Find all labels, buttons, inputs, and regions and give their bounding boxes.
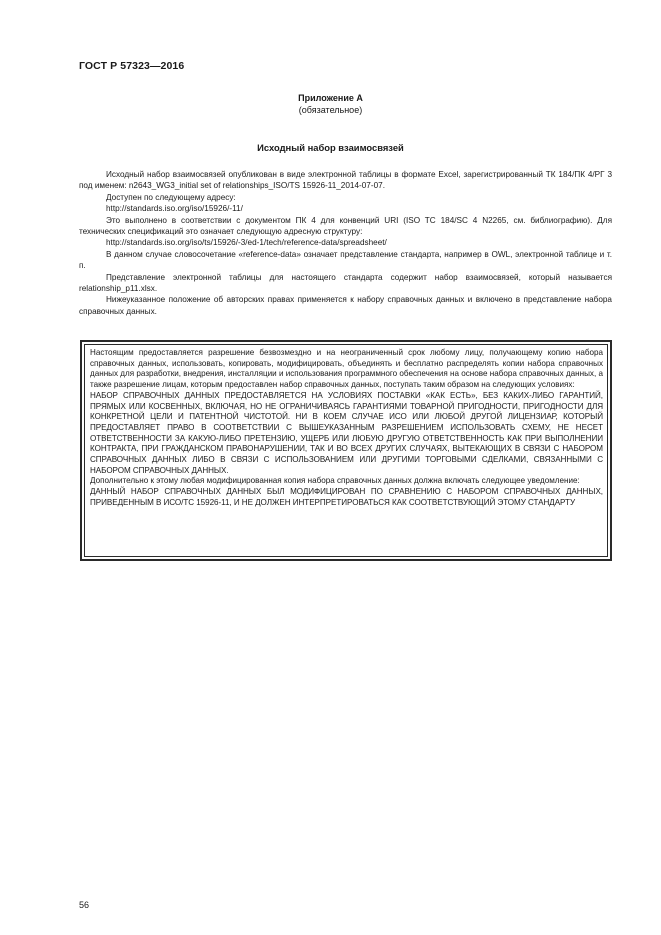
appendix-subtitle: (обязательное): [298, 105, 363, 115]
document-header: ГОСТ Р 57323—2016: [79, 60, 185, 72]
paragraph-uri-conventions: Это выполнено в соответствии с документом ПК 4 для конвенций URI (ISO TC 184/SC 4 N2265, см. библиографию). Для технических спецификаций это означает следующую адресную структуру:: [79, 215, 612, 237]
paragraph-reference-data: В данном случае словосочетание «reference-data» означает представление стандарта, например в OWL, электронной таблице и т. п.: [79, 249, 612, 271]
notice-modification-requirement: Дополнительно к этому любая модифицированная копия набора справочных данных должна включать следующее уведомление:: [90, 476, 580, 486]
paragraph-copyright-intro: Нижеуказанное положение об авторских правах применяется к набору справочных данных и включено в представление набора справочных данных.: [79, 295, 612, 316]
notice-permission: Настоящим предоставляется разрешение безвозмездно и на неограниченный срок любому лицу, получающему копию набора справочных данных, использовать, копировать, модифицировать, объединять и бесплатно распределять копии набора справочных данных для разработки, внедрения, инсталляции и использования программного обеспечения на основе набора справочных данных, а также разрешение лицам, которым предоставлен набор справочных данных, поступать таким образом на следующих условиях:: [90, 348, 603, 390]
link-spreadsheet: http://standards.iso.org/iso/ts/15926/-3/ed-1/tech/reference-data/spreadsheet/: [106, 238, 387, 248]
appendix-heading: [0, 92, 661, 116]
paragraph-available: Доступен по следующему адресу:: [106, 192, 236, 202]
appendix-title: Приложение А: [298, 93, 363, 103]
copyright-notice-box: [80, 340, 612, 561]
body-text: [79, 169, 612, 317]
link-iso-15926-11: http://standards.iso.org/iso/15926/-11/: [106, 204, 243, 214]
section-title: Исходный набор взаимосвязей: [257, 142, 404, 153]
notice-modification-statement: ДАННЫЙ НАБОР СПРАВОЧНЫХ ДАННЫХ БЫЛ МОДИФИЦИРОВАН ПО СРАВНЕНИЮ С НАБОРОМ СПРАВОЧНЫХ ДАННЫХ, ПРИВЕДЕННЫМ В ИСО/ТС 15926-11, И НЕ ДОЛЖЕН ИНТЕРПРЕТИРОВАТЬСЯ КАК СООТВЕТСТВУЮЩИЙ ЭТОМУ СТАНДАРТУ: [90, 487, 603, 507]
copyright-notice-inner: [84, 344, 608, 557]
notice-disclaimer: НАБОР СПРАВОЧНЫХ ДАННЫХ ПРЕДОСТАВЛЯЕТСЯ НА УСЛОВИЯХ ПОСТАВКИ «КАК ЕСТЬ», БЕЗ КАКИХ-ЛИБО ГАРАНТИЙ, ПРЯМЫХ ИЛИ КОСВЕННЫХ, ВКЛЮЧАЯ, НО НЕ ОГРАНИЧИВАЯСЬ ГАРАНТИЯМИ ТОВАРНОЙ ПРИГОДНОСТИ, ПРИГОДНОСТИ ДЛЯ КОНКРЕТНОЙ ЦЕЛИ И ПАТЕНТНОЙ ЧИСТОТОЙ. НИ В КОЕМ СЛУЧАЕ ИСО ИЛИ ЛЮБОЙ ДРУГОЙ ЛИЦЕНЗИАР, КОТОРЫЙ ПРЕДОСТАВЛЯЕТ ПРАВО В СООТВЕТСТВИИ С ВЫШЕУКАЗАННЫМ РАЗРЕШЕНИЕМ ИСПОЛЬЗОВАТЬ СХЕМУ, НЕ НЕСЕТ ОТВЕТСТВЕННОСТИ ЗА КАКУЮ-ЛИБО ПРЕТЕНЗИЮ, УЩЕРБ ИЛИ ЛЮБУЮ ДРУГУЮ ОТВЕТСТВЕННОСТЬ КАК ПРИ ВЫПОЛНЕНИИ КОНТРАКТА, ПРИ ГРАЖДАНСКОМ ПРАВОНАРУШЕНИИ, ТАК И ВО ВСЕХ ДРУГИХ СЛУЧАЯХ, ВЫТЕКАЮЩИХ В СВЯЗИ С НАБОРОМ СПРАВОЧНЫХ ДАННЫХ ЛИБО В СВЯЗИ С ИСПОЛЬЗОВАНИЕМ ИЛИ ДРУГИМИ ТОРГОВЫМИ СДЕЛКАМИ, СВЯЗАННЫМИ С НАБОРОМ СПРАВОЧНЫХ ДАННЫХ.: [90, 390, 603, 475]
paragraph-publication: Исходный набор взаимосвязей опубликован в виде электронной таблицы в формате Excel, зарегистрированный ТК 184/ПК 4/РГ 3 под именем: n2643_WG3_initial set of relationships_ISO/TS 15926-11_2014-07-07.: [79, 170, 612, 191]
paragraph-spreadsheet-name: Представление электронной таблицы для настоящего стандарта содержит набор взаимосвязей, который называется relationship_p11.xlsx.: [79, 272, 612, 294]
page-number: 56: [79, 900, 90, 910]
